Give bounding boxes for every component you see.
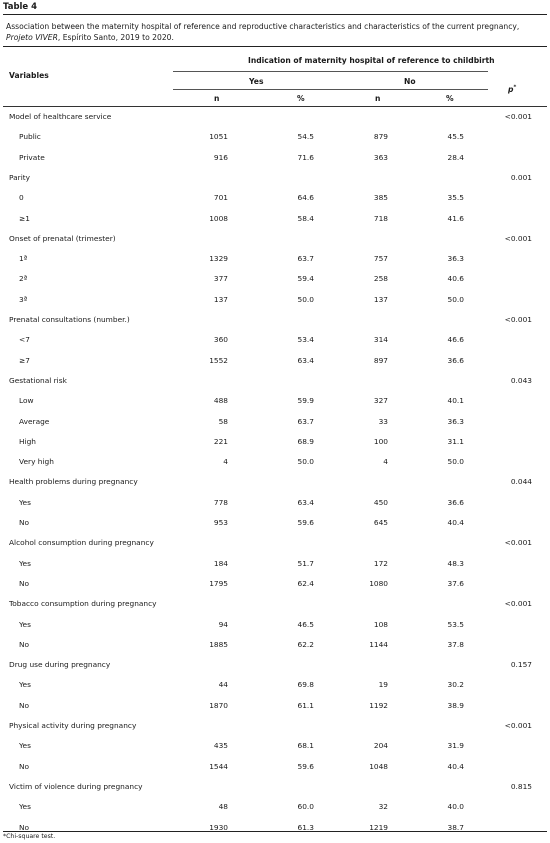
category-label: <7 [19, 335, 30, 345]
variable-label: Victim of violence during pregnancy [9, 781, 143, 791]
variable-label: Drug use during pregnancy [9, 660, 111, 670]
pct-yes-cell: 59.4 [297, 274, 314, 284]
pct-yes-cell: 64.6 [297, 193, 314, 203]
category-row [0, 518, 550, 530]
p-value-cell: 0.157 [510, 660, 532, 670]
variable-label: Gestational risk [9, 375, 67, 385]
n-no-cell: 172 [373, 558, 388, 568]
n-yes-cell: 1930 [209, 822, 228, 832]
category-row [0, 295, 550, 307]
category-label: 1ª [19, 254, 28, 264]
category-row [0, 640, 550, 652]
header-yes: Yes [249, 77, 264, 86]
header-p-asterisk: * [513, 84, 517, 91]
pct-yes-cell: 53.4 [297, 335, 314, 345]
variable-label: Alcohol consumption during pregnancy [9, 538, 154, 548]
pct-yes-cell: 62.4 [297, 578, 314, 588]
p-value-cell: <0.001 [504, 315, 532, 324]
category-label: No [19, 700, 30, 710]
top-rule [3, 14, 547, 15]
p-value-cell: 0.001 [510, 172, 532, 182]
p-value-cell: 0.044 [510, 477, 532, 487]
n-yes-cell: 488 [213, 396, 228, 406]
category-row [0, 741, 550, 753]
header-pct-no: % [446, 94, 454, 103]
n-no-cell: 879 [373, 132, 388, 142]
pct-yes-cell: 58.4 [297, 213, 314, 223]
category-label: High [19, 436, 36, 446]
p-value-cell: <0.001 [504, 112, 532, 121]
category-row [0, 356, 550, 368]
n-no-cell: 33 [378, 416, 388, 426]
variable-heading-row [0, 599, 550, 611]
header-variables: Variables [9, 71, 49, 80]
pct-yes-cell: 59.9 [297, 396, 314, 406]
variable-label: Health problems during pregnancy [9, 477, 138, 487]
pct-no-cell: 31.9 [447, 741, 464, 751]
n-yes-cell: 778 [213, 497, 228, 507]
category-label: Average [19, 416, 50, 426]
p-value-cell: 0.043 [510, 375, 532, 385]
pct-no-cell: 28.4 [447, 152, 464, 162]
category-row [0, 802, 550, 814]
n-yes-cell: 4 [223, 457, 228, 467]
variable-heading-row [0, 477, 550, 489]
category-row [0, 762, 550, 774]
p-value-cell: 0.815 [510, 781, 532, 791]
category-label: ≥7 [19, 355, 30, 365]
pct-yes-cell: 50.0 [297, 294, 314, 304]
n-no-cell: 897 [373, 355, 388, 365]
n-yes-cell: 1552 [209, 355, 228, 365]
pct-no-cell: 37.6 [447, 578, 464, 588]
header-p-letter: p [508, 85, 514, 94]
n-no-cell: 108 [373, 619, 388, 629]
variable-heading-row [0, 721, 550, 733]
n-yes-cell: 44 [218, 680, 228, 690]
category-row [0, 274, 550, 286]
n-no-cell: 19 [378, 680, 388, 690]
n-yes-cell: 435 [213, 741, 228, 751]
category-label: Public [19, 132, 41, 142]
category-label: Yes [19, 802, 31, 812]
n-no-cell: 32 [378, 802, 388, 812]
category-row [0, 680, 550, 692]
variable-heading-row [0, 315, 550, 327]
category-label: 3ª [19, 294, 28, 304]
header-pct-yes: % [297, 94, 305, 103]
header-n-no: n [375, 94, 381, 103]
category-label: Yes [19, 619, 31, 629]
n-yes-cell: 953 [213, 518, 228, 527]
category-label: Yes [19, 497, 31, 507]
category-row [0, 132, 550, 144]
category-row [0, 193, 550, 205]
pct-yes-cell: 62.2 [297, 639, 314, 649]
pct-no-cell: 36.3 [447, 254, 464, 264]
p-value-cell: <0.001 [504, 233, 532, 243]
pct-no-cell: 40.6 [447, 274, 464, 284]
n-no-cell: 4 [383, 457, 388, 467]
variable-heading-row [0, 376, 550, 388]
pct-no-cell: 37.8 [447, 639, 464, 649]
n-yes-cell: 1870 [209, 700, 228, 710]
variable-label: Prenatal consultations (number.) [9, 315, 130, 324]
n-yes-cell: 58 [218, 416, 228, 426]
pct-no-cell: 53.5 [447, 619, 464, 629]
p-value-cell: <0.001 [504, 538, 532, 548]
pct-no-cell: 36.3 [447, 416, 464, 426]
n-yes-cell: 137 [213, 294, 228, 304]
category-label: No [19, 639, 30, 649]
pct-no-cell: 45.5 [447, 132, 464, 142]
pct-yes-cell: 50.0 [297, 457, 314, 467]
category-row [0, 437, 550, 449]
p-value-cell: <0.001 [504, 721, 532, 730]
n-no-cell: 718 [373, 213, 388, 223]
pct-no-cell: 36.6 [447, 355, 464, 365]
category-label: 0 [19, 193, 24, 203]
variable-heading-row [0, 234, 550, 246]
category-label: Low [19, 396, 34, 406]
pct-no-cell: 38.9 [447, 700, 464, 710]
n-no-cell: 385 [373, 193, 388, 203]
header-group-rule [173, 71, 488, 72]
category-label: ≥1 [19, 213, 30, 223]
pct-no-cell: 30.2 [447, 680, 464, 690]
p-value-cell: <0.001 [504, 599, 532, 609]
pct-yes-cell: 61.1 [297, 700, 314, 710]
pct-yes-cell: 51.7 [297, 558, 314, 568]
pct-no-cell: 35.5 [447, 193, 464, 203]
pct-yes-cell: 71.6 [297, 152, 314, 162]
pct-yes-cell: 63.4 [297, 497, 314, 507]
n-no-cell: 1144 [369, 639, 388, 649]
pct-yes-cell: 69.8 [297, 680, 314, 690]
variable-label: Parity [9, 172, 31, 182]
n-yes-cell: 1008 [209, 213, 228, 223]
variable-heading-row [0, 538, 550, 550]
n-no-cell: 327 [373, 396, 388, 406]
category-row [0, 620, 550, 632]
pct-no-cell: 46.6 [447, 335, 464, 345]
variable-heading-row [0, 112, 550, 124]
pct-no-cell: 48.3 [447, 558, 464, 568]
category-row [0, 335, 550, 347]
pct-yes-cell: 59.6 [297, 761, 314, 771]
pct-yes-cell: 54.5 [297, 132, 314, 142]
pct-no-cell: 40.1 [447, 396, 464, 406]
n-yes-cell: 48 [218, 802, 228, 812]
pct-yes-cell: 60.0 [297, 802, 314, 812]
pct-no-cell: 50.0 [447, 294, 464, 304]
category-label: No [19, 578, 30, 588]
variable-heading-row [0, 660, 550, 672]
category-label: Private [19, 152, 45, 162]
n-no-cell: 204 [373, 741, 388, 751]
category-row [0, 457, 550, 469]
pct-no-cell: 38.7 [447, 822, 464, 832]
n-no-cell: 363 [373, 152, 388, 162]
pct-no-cell: 41.6 [447, 213, 464, 223]
pct-yes-cell: 46.5 [297, 619, 314, 629]
table-label: Table 4 [3, 2, 38, 12]
caption-rule [3, 46, 547, 47]
n-yes-cell: 360 [213, 335, 228, 345]
pct-yes-cell: 68.1 [297, 741, 314, 751]
n-no-cell: 450 [373, 497, 388, 507]
header-subgroup-rule [173, 89, 488, 90]
category-label: Very high [19, 457, 54, 467]
pct-yes-cell: 63.4 [297, 355, 314, 365]
n-yes-cell: 94 [218, 619, 228, 629]
category-row [0, 579, 550, 591]
category-label: No [19, 822, 30, 832]
caption-text-start: Association between the maternity hospital of reference and reproductive characteristics and characteristics of the current pregnancy, [6, 22, 520, 31]
pct-yes-cell: 59.6 [297, 518, 314, 527]
pct-yes-cell: 68.9 [297, 436, 314, 446]
n-yes-cell: 1544 [209, 761, 228, 771]
table-caption [6, 21, 541, 43]
n-yes-cell: 701 [213, 193, 228, 203]
n-no-cell: 645 [373, 518, 388, 527]
n-no-cell: 314 [373, 335, 388, 345]
bottom-rule [3, 831, 547, 832]
n-no-cell: 1080 [369, 578, 388, 588]
category-row [0, 823, 550, 835]
pct-yes-cell: 63.7 [297, 416, 314, 426]
category-row [0, 396, 550, 408]
category-label: 2ª [19, 274, 28, 284]
variable-heading-row [0, 782, 550, 794]
category-label: Yes [19, 558, 31, 568]
n-yes-cell: 377 [213, 274, 228, 284]
category-row [0, 214, 550, 226]
category-row [0, 559, 550, 571]
header-group-title: Indication of maternity hospital of reference to childbirth [248, 56, 495, 65]
category-row [0, 153, 550, 165]
pct-no-cell: 40.0 [447, 802, 464, 812]
n-no-cell: 100 [373, 436, 388, 446]
variable-label: Model of healthcare service [9, 112, 112, 121]
n-yes-cell: 1795 [209, 578, 228, 588]
n-no-cell: 1192 [369, 700, 388, 710]
n-yes-cell: 184 [213, 558, 228, 568]
n-yes-cell: 1885 [209, 639, 228, 649]
caption-text-end: , Espírito Santo, 2019 to 2020. [57, 33, 174, 42]
header-n-yes: n [214, 94, 220, 103]
n-no-cell: 1219 [369, 822, 388, 832]
pct-no-cell: 50.0 [447, 457, 464, 467]
n-yes-cell: 916 [213, 152, 228, 162]
variable-label: Tobacco consumption during pregnancy [9, 599, 157, 609]
category-label: Yes [19, 680, 31, 690]
category-row [0, 417, 550, 429]
n-no-cell: 757 [373, 254, 388, 264]
category-label: No [19, 761, 30, 771]
pct-no-cell: 31.1 [447, 436, 464, 446]
n-yes-cell: 1329 [209, 254, 228, 264]
n-no-cell: 137 [373, 294, 388, 304]
category-label: No [19, 518, 30, 527]
variable-label: Onset of prenatal (trimester) [9, 233, 116, 243]
header-bottom-rule [3, 106, 547, 107]
pct-no-cell: 40.4 [447, 518, 464, 527]
n-yes-cell: 221 [213, 436, 228, 446]
pct-yes-cell: 61.3 [297, 822, 314, 832]
category-row [0, 701, 550, 713]
category-label: Yes [19, 741, 31, 751]
caption-project-name: Projeto VIVER [6, 33, 58, 42]
n-no-cell: 1048 [369, 761, 388, 771]
category-row [0, 498, 550, 510]
pct-no-cell: 40.4 [447, 761, 464, 771]
pct-no-cell: 36.6 [447, 497, 464, 507]
category-row [0, 254, 550, 266]
n-no-cell: 258 [373, 274, 388, 284]
n-yes-cell: 1051 [209, 132, 228, 142]
variable-heading-row [0, 173, 550, 185]
pct-yes-cell: 63.7 [297, 254, 314, 264]
header-no: No [404, 77, 416, 86]
table-footnote: *Chi-square test. [3, 833, 56, 840]
variable-label: Physical activity during pregnancy [9, 721, 137, 730]
header-p-value [508, 85, 516, 94]
